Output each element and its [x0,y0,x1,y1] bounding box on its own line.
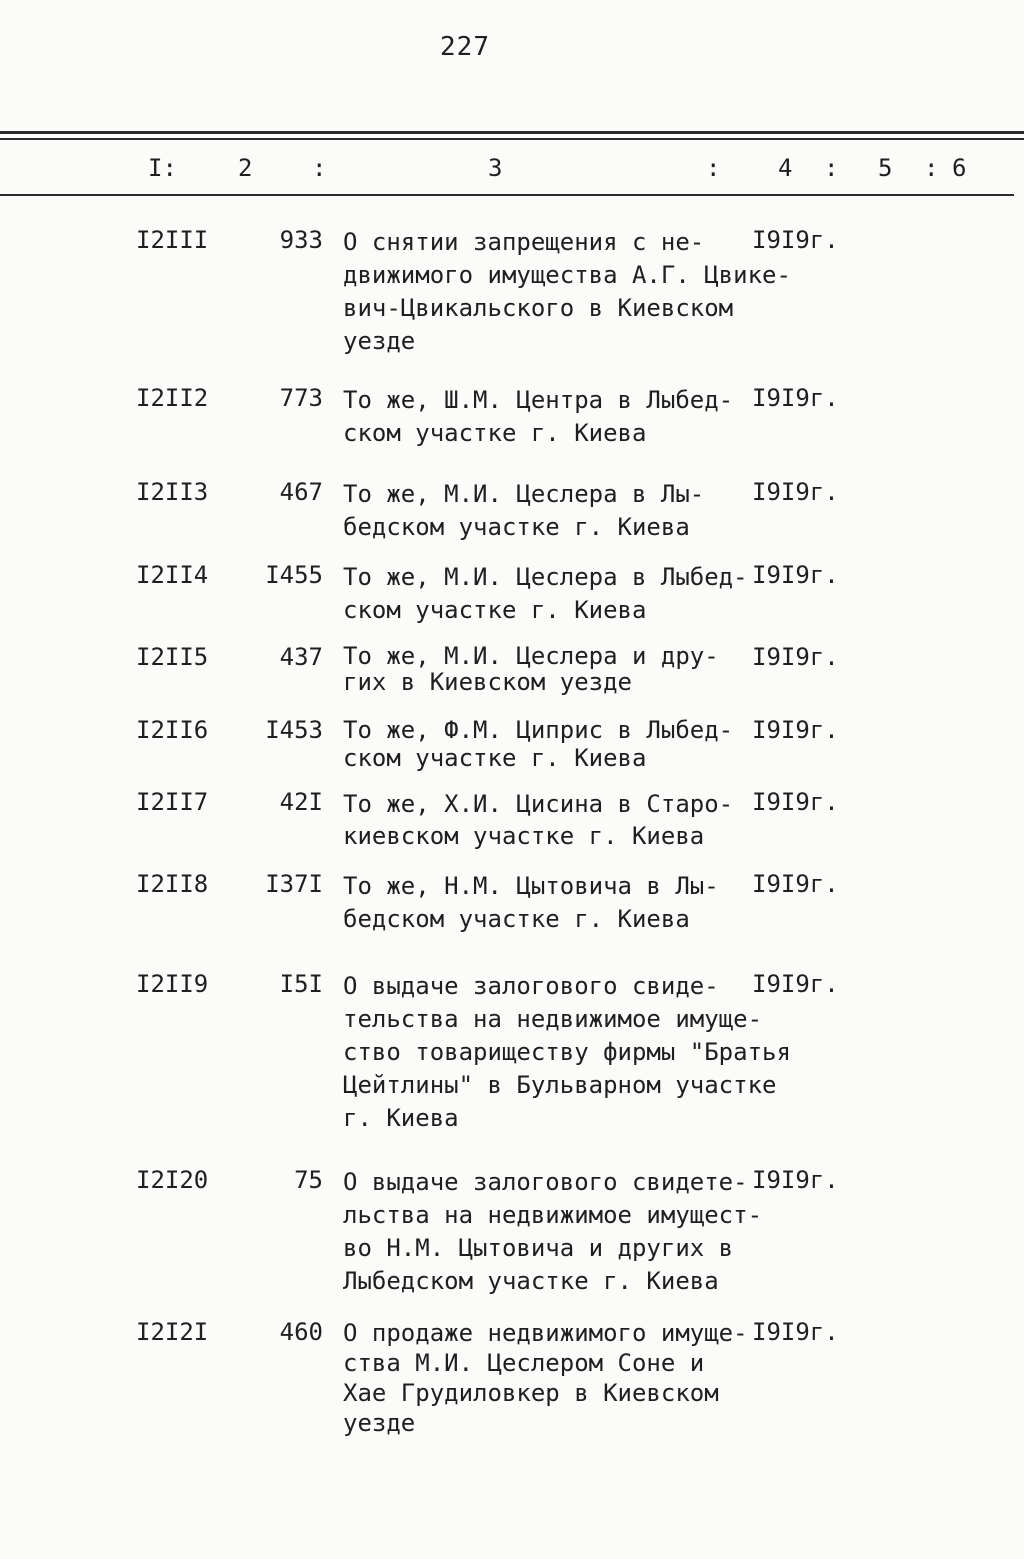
entry-description: О продаже недвижимого имуще- ства М.И. Цеслером Соне и Хае Грудиловкер в Киевском уезде [343,1319,748,1437]
entry-year: I9I9г. [752,643,839,671]
entry-description: То же, М.И. Цеслера и дру- гих в Киевском уезде [343,642,719,696]
entry-number: I2III [136,226,209,254]
column-separator: : [924,154,939,182]
entry-ref: I455 [265,561,323,589]
entry-description: То же, М.И. Цеслера в Лы- бедском участке г. Киева [343,480,705,541]
column-header-6: 6 [952,154,967,182]
entry-description: То же, Х.И. Цисина в Старо- киевском участке г. Киева [343,790,734,850]
entry-number: I2II6 [136,716,209,744]
entry-ref: 933 [279,226,323,254]
entry-ref: I37I [265,870,323,898]
column-header-4: 4 [778,154,793,182]
entry-year: I9I9г. [752,1318,839,1346]
entry-ref: 773 [279,384,323,412]
entry-number: I2II4 [136,561,209,589]
entry-ref: 460 [279,1318,323,1346]
entry-description: То же, М.И. Цеслера в Лыбед- ском участке г. Киева [343,563,748,624]
entry-description: То же, Н.М. Цытовича в Лы- бедском участке г. Киева [343,872,719,933]
entry-year: I9I9г. [752,1166,839,1194]
column-header-3: 3 [488,154,503,182]
top-rule-second [0,138,1024,140]
entry-description: О выдаче залогового свиде- тельства на недвижимое имуще- ство товариществу фирмы "Братья Цейтлины" в Бульварном участке г. Киева [343,972,791,1132]
entry-year: I9I9г. [752,870,839,898]
column-header-5: 5 [878,154,893,182]
column-header-2: 2 [238,154,253,182]
entry-ref: 467 [279,478,323,506]
entry-ref: 75 [294,1166,323,1194]
entry-number: I2II7 [136,788,209,816]
entry-number: I2II8 [136,870,209,898]
entry-description: О выдаче залогового свидете- льства на недвижимое имущест- во Н.М. Цытовича и других в Лыбедском участке г. Киева [343,1168,763,1295]
entry-description: О снятии запрещения с не- движимого имущества А.Г. Цвике- вич-Цвикальского в Киевском уезде [343,228,791,355]
entry-ref: 437 [279,643,323,671]
entry-ref: I5I [279,970,323,998]
top-rule [0,131,1024,134]
entry-number: I2I2I [136,1318,209,1346]
header-bottom-rule [0,194,1014,196]
entry-number: I2II3 [136,478,209,506]
entry-description: То же, Ф.М. Циприс в Лыбед- ском участке г. Киева [343,716,734,772]
column-separator: : [312,154,327,182]
entry-ref: 42I [279,788,323,816]
entry-year: I9I9г. [752,478,839,506]
entry-year: I9I9г. [752,561,839,589]
entry-year: I9I9г. [752,970,839,998]
entry-year: I9I9г. [752,716,839,744]
entry-year: I9I9г. [752,384,839,412]
page-number: 227 [440,32,490,62]
entry-number: I2II2 [136,384,209,412]
entry-number: I2I20 [136,1166,209,1194]
entry-year: I9I9г. [752,788,839,816]
entry-ref: I453 [265,716,323,744]
column-separator: : [706,154,721,182]
entry-description: То же, Ш.М. Центра в Лыбед- ском участке г. Киева [343,386,734,447]
entry-number: I2II5 [136,643,209,671]
entry-year: I9I9г. [752,226,839,254]
column-separator: : [824,154,839,182]
entry-number: I2II9 [136,970,209,998]
column-header-1: I: [148,154,177,182]
